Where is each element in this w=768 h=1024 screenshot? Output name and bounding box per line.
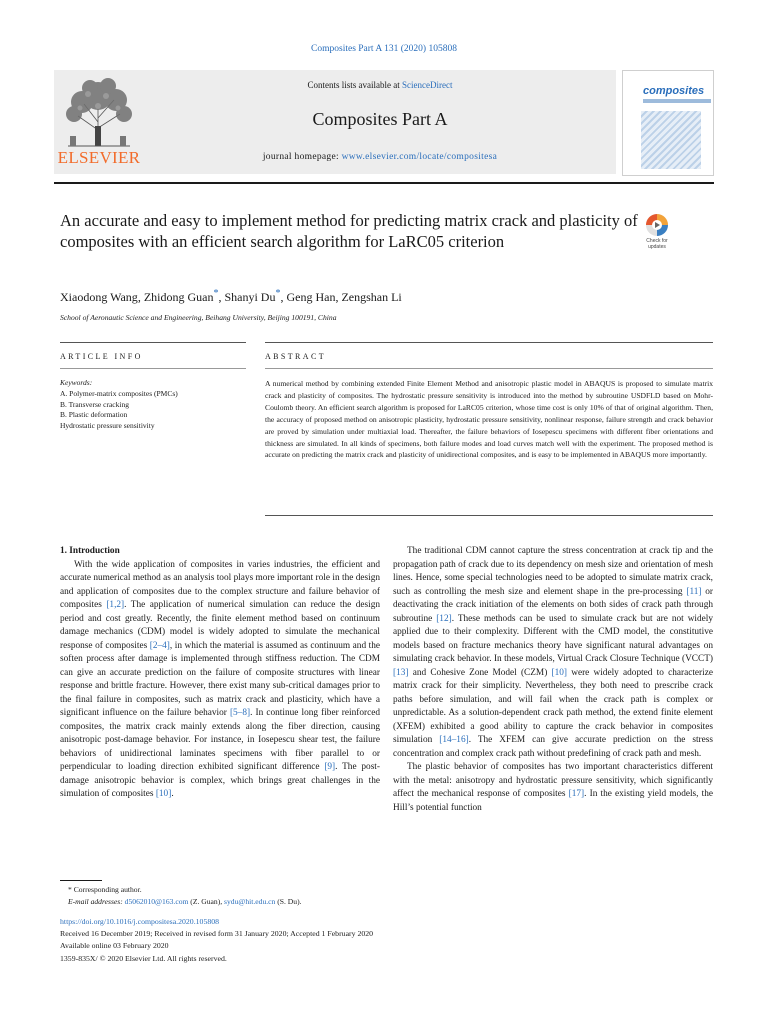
body-paragraph — [393, 545, 713, 761]
paragraph-text: With the wide application of composites in varies industries, the efficient and accurate numerical method as an analysis tool plays more important role in the design and application of composites due to the complex structure and failure behavior of composites — [60, 559, 380, 610]
homepage-line — [180, 152, 580, 162]
citation-link[interactable]: [2–4] — [149, 640, 170, 651]
citation-link[interactable]: [10] — [551, 667, 568, 678]
abstract-rule-lower — [265, 368, 713, 369]
corresponding-author-marker[interactable]: * — [275, 288, 281, 299]
paragraph-text: and Cohesive Zone Model (CZM) — [408, 667, 552, 678]
keyword-item: A. Polymer-matrix composites (PMCs) — [60, 388, 178, 398]
corresponding-author-marker[interactable]: * — [213, 288, 219, 299]
homepage-prefix: journal homepage: — [262, 152, 342, 162]
paragraph-text: or deactivating the crack initiation of the elements on both sides of crack path through subroutine — [393, 586, 713, 624]
keyword-item: B. Transverse cracking — [60, 399, 129, 409]
journal-name: Composites Part A — [312, 109, 448, 129]
received-dates: Received 16 December 2019; Received in revised form 31 January 2020; Accepted 1 February 2020 — [60, 929, 374, 939]
keywords-heading: Keywords: — [60, 378, 93, 387]
section-heading-introduction: 1. Introduction — [60, 546, 120, 556]
paragraph-text: . The XFEM can give accurate prediction on the stress concentration and complex crack path without predefining of crack path and mesh. — [393, 735, 714, 759]
paragraph-text: . — [171, 789, 174, 799]
cover-image — [641, 111, 701, 169]
journal-citation-link[interactable]: Composites Part A 131 (2020) 105808 — [311, 44, 457, 54]
cover-subtitle-bar — [643, 99, 711, 103]
abstract-heading: ABSTRACT — [265, 352, 326, 361]
footnote — [60, 884, 460, 908]
author-name: Geng Han — [286, 290, 336, 304]
header-divider — [54, 182, 714, 184]
keywords-block — [60, 378, 250, 432]
publisher-wordmark: ELSEVIER — [57, 148, 141, 167]
author-name: Zengshan Li — [341, 290, 402, 304]
author-name: Zhidong Guan — [143, 290, 214, 304]
body-left-column — [60, 545, 380, 802]
citation-link[interactable]: [11] — [686, 586, 702, 597]
citation-link[interactable]: [9] — [324, 762, 336, 772]
keyword-item: B. Plastic deformation — [60, 410, 128, 420]
citation-link[interactable]: [12] — [436, 613, 452, 624]
email-owner-guan: (Z. Guan), — [188, 897, 225, 906]
journal-cover-thumbnail[interactable] — [622, 70, 714, 176]
paragraph-text: were widely adopted to characterize matrix crack for their simplicity. Nevertheless, they both need to prescribe crack paths before simulation, and will fail when the crack path is complex or unpredictable. As a solution-dependent crack path method, the extend finite element (XFEM) exhibited a good ability to capture the crack behavior in composites simulation — [393, 667, 713, 745]
doi-link[interactable]: https://doi.org/10.1016/j.compositesa.2020.105808 — [60, 917, 220, 926]
citation-link[interactable]: [5–8] — [229, 708, 251, 718]
contents-prefix: Contents lists available at — [307, 80, 402, 90]
paragraph-text: . The post-damage anisotropic behavior is complex, which brings great challenges in the simulation of composites — [60, 762, 380, 799]
article-info-rule-lower — [60, 368, 246, 369]
abstract-rule — [265, 342, 713, 343]
article-title: An accurate and easy to implement method for predicting matrix crack and plasticity of composites with an efficient search algorithm for LaRC05 criterion — [60, 211, 638, 251]
article-info-rule — [60, 342, 246, 343]
citation-link[interactable]: [17] — [568, 789, 585, 799]
abstract-text: A numerical method by combining extended Finite Element Method and anisotropic plastic model in ABAQUS is proposed to simulate matrix crack and plasticity of composites. The hydrostatic pressure sensitivity is introduced into the method by subroutine USDFLD based on Mohr-Coulomb theory. An efficient search algorithm is proposed for LaRC05 criterion, whose time cost is only 10% of that of original algorithm. Then, the accuracy of proposed method on anisotropic plasticity, hydrostatic pressure sensitivity, nonlinear response, failure strength and crack behavior are proved by simulation under multiaxial load. Thereafter, the failure behaviors of Iosepescu specimens with different fiber orientations and thickness are simulated. In all kinds of specimens, both failure modes and load curves match well with the experiment. The proposed method is accurate on predicting the matrix crack and plasticity of unidirectional composites, and is easy to be implemented in ABAQUS more importantly. — [265, 379, 713, 460]
citation-link[interactable]: [1,2] — [106, 600, 125, 610]
citation-link[interactable]: [10] — [155, 789, 172, 799]
paragraph-text: . The application of numerical simulation can reduce the design period and cost greatly. Recently, the finite element method based on continuum damage mechanics (CDM) model is widely adopted to simulate the mechanical response of composites — [60, 600, 380, 651]
author-name: Shanyi Du — [224, 290, 276, 304]
homepage-link[interactable]: www.elsevier.com/locate/compositesa — [341, 152, 498, 162]
cover-title: composites — [643, 85, 705, 97]
paragraph-text: , in which the material is assumed as continuum and the soften process after damage is implemented through stiffness reduction. The CDM can give an accurate prediction on the failure of composite structures with linear response and brittle fracture. However, there exist many sub-critical damages prior to the final failure in composites, such as matrix crack and plasticity, which have a significant influence on the failure behavior — [60, 640, 380, 718]
paragraph-text: . These methods can be used to simulate crack but are not widely applied due to their complexity. Different with the CMD model, the constitutive models based on fracture mechanics theory have significant natural advantages on simulating crack behavior. In these models, Virtual Crack Closure Technique (VCCT) — [393, 613, 713, 664]
sciencedirect-link[interactable]: ScienceDirect — [402, 80, 453, 90]
contents-line — [180, 80, 580, 90]
email-line — [60, 896, 460, 908]
publication-info — [60, 916, 520, 965]
citation-link[interactable]: [14–16] — [439, 735, 469, 745]
author-name: Xiaodong Wang — [60, 290, 138, 304]
paragraph-text: . In the existing yield models, the Hill’s potential function — [393, 789, 713, 813]
author-list: Xiaodong Wang, Zhidong Guan*, Shanyi Du*, Geng Han, Zengshan Li — [60, 288, 402, 304]
corresponding-author-note: * Corresponding author. — [68, 885, 142, 894]
body-paragraph — [393, 761, 713, 815]
check-for-updates-badge[interactable] — [637, 211, 677, 253]
email-link-du[interactable]: sydu@hit.edu.cn — [224, 897, 276, 906]
affiliation: School of Aeronautic Science and Engineering, Beihang University, Beijing 100191, China — [60, 313, 337, 322]
check-updates-label: Check for updates — [646, 238, 668, 250]
paragraph-text: . In continue long fiber reinforced composites, the matrix crack mainly extends along the fiber direction, causing anisotropic post-damage behavior. For instance, in Iosepescu shear test, the failure behaviors of unidirectional laminates specimens with fiber parallel to or perpendicular to loading direction exhibited significant difference — [60, 708, 380, 772]
email-link-guan[interactable]: d5062010@163.com — [124, 897, 189, 906]
citation-link[interactable]: [13] — [393, 667, 409, 678]
paragraph-text: The plastic behavior of composites has two important characteristics different with the metal: anisotropy and hydrostatic pressure sensitivity, which significantly affect the mechanical response of composites — [393, 762, 713, 799]
available-online: Available online 03 February 2020 — [60, 941, 169, 951]
keyword-item: Hydrostatic pressure sensitivity — [60, 421, 155, 431]
body-paragraph — [60, 559, 380, 802]
abstract-bottom-rule — [265, 515, 713, 516]
footnote-rule — [60, 880, 102, 881]
body-right-column — [393, 545, 713, 815]
copyright: 1359-835X/ © 2020 Elsevier Ltd. All rights reserved. — [60, 953, 227, 963]
article-info-heading: ARTICLE INFO — [60, 352, 143, 361]
email-label: E-mail addresses: — [68, 897, 125, 906]
email-owner-du: (S. Du). — [275, 897, 302, 906]
paragraph-text: The traditional CDM cannot capture the stress concentration at crack tip and the propagation path of crack due to its dependency on mesh size and orientation of mesh lines. Hence, some special technologies need to be adopted to simulate matrix crack, such as controlling the mesh size and element shape in the pre-processing — [393, 546, 713, 597]
